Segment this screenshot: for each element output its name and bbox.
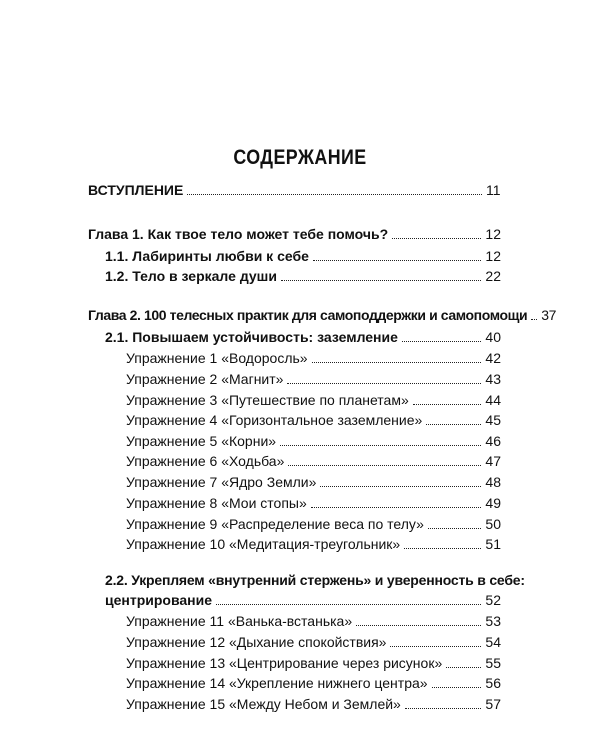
toc-page-number: 47 <box>485 453 501 469</box>
dot-leader <box>313 259 482 261</box>
toc-entry-exercise[interactable] <box>0 367 600 387</box>
toc-label: Упражнение 1 «Водоросль» <box>126 350 308 366</box>
toc-entry-exercise[interactable] <box>0 388 600 408</box>
toc-entry-chapter-2[interactable] <box>0 303 600 323</box>
toc-entry-exercise[interactable] <box>0 429 600 449</box>
toc-page-number: 11 <box>486 182 501 198</box>
toc-page-number: 57 <box>485 696 501 712</box>
dot-leader <box>288 464 481 466</box>
dot-leader <box>311 506 482 508</box>
dot-leader <box>320 485 481 487</box>
toc-entry-section-2-1[interactable] <box>0 325 600 345</box>
dot-leader <box>402 340 482 342</box>
toc-entry-exercise[interactable] <box>0 346 600 366</box>
toc-label: 2.1. Повышаем устойчивость: заземление <box>105 329 398 345</box>
toc-entry-exercise[interactable] <box>0 512 600 532</box>
toc-entry-exercise[interactable] <box>0 532 600 552</box>
toc-entry-exercise[interactable] <box>0 449 600 469</box>
toc-label: Упражнение 6 «Ходьба» <box>126 453 285 469</box>
toc-page-number: 46 <box>485 433 501 449</box>
toc-page-number: 12 <box>485 248 501 264</box>
toc-entry-exercise[interactable] <box>0 692 600 712</box>
toc-label: Глава 1. Как твое тело может тебе помочь? <box>88 226 389 242</box>
dot-leader <box>426 423 481 425</box>
dot-leader <box>312 361 482 363</box>
toc-page-number: 55 <box>485 655 501 671</box>
dot-leader <box>405 707 482 709</box>
dot-leader <box>356 624 481 626</box>
toc-label: 1.2. Тело в зеркале души <box>105 268 277 284</box>
toc-entry-exercise[interactable] <box>0 609 600 629</box>
page-title: СОДЕРЖАНИЕ <box>233 146 367 169</box>
toc-entry-section-1-1[interactable] <box>0 244 600 264</box>
toc-label: Упражнение 8 «Мои стопы» <box>126 495 307 511</box>
toc-label: Упражнение 4 «Горизонтальное заземление» <box>126 412 423 428</box>
toc-page-number: 50 <box>485 516 501 532</box>
dot-leader <box>216 603 481 605</box>
toc-page-number: 12 <box>485 226 501 242</box>
toc-entry-intro[interactable] <box>0 178 600 198</box>
dot-leader <box>428 527 482 529</box>
toc-entry-chapter-1[interactable] <box>0 222 600 242</box>
toc-entry-section-1-2[interactable] <box>0 264 600 284</box>
dot-leader <box>531 318 537 320</box>
toc-page-number: 22 <box>485 268 501 284</box>
toc-entry-section-2-2-line1[interactable]: 2.2. Укрепляем «внутренний стержень» и уверенность в себе: <box>105 572 525 588</box>
toc-entry-section-2-2[interactable] <box>0 588 600 608</box>
toc-label: 1.1. Лабиринты любви к себе <box>105 248 309 264</box>
toc-label: центрирование <box>105 592 213 608</box>
dot-leader <box>404 547 481 549</box>
toc-page-number: 48 <box>485 474 501 490</box>
toc-page-number: 53 <box>485 613 501 629</box>
toc-label: Упражнение 5 «Корни» <box>126 433 277 449</box>
toc-label: Упражнение 10 «Медитация-треугольник» <box>126 536 401 552</box>
toc-label: Упражнение 2 «Магнит» <box>126 371 284 387</box>
toc-entry-exercise[interactable] <box>0 408 600 428</box>
toc-page-number: 44 <box>485 392 501 408</box>
dot-leader <box>392 237 481 239</box>
dot-leader <box>413 403 482 405</box>
toc-page-number: 52 <box>485 592 501 608</box>
toc-entry-exercise[interactable] <box>0 651 600 671</box>
dot-leader <box>187 193 482 195</box>
toc-label: Упражнение 3 «Путешествие по планетам» <box>126 392 409 408</box>
dot-leader <box>390 645 481 647</box>
toc-page-number: 43 <box>485 371 501 387</box>
toc-page-number: 45 <box>485 412 501 428</box>
toc-label: Упражнение 11 «Ванька-встанька» <box>126 613 353 629</box>
toc-label: Глава 2. 100 телесных практик для самоподдержки и самопомощи <box>88 307 528 323</box>
toc-label: Упражнение 13 «Центрирование через рисунок» <box>126 655 443 671</box>
toc-page-number: 51 <box>485 536 501 552</box>
dot-leader <box>446 666 481 668</box>
toc-page-number: 49 <box>485 495 501 511</box>
toc-entry-exercise[interactable] <box>0 630 600 650</box>
toc-page-number: 54 <box>485 634 501 650</box>
toc-entry-exercise[interactable] <box>0 671 600 691</box>
toc-page-number: 40 <box>485 329 501 345</box>
toc-label: Упражнение 9 «Распределение веса по телу» <box>126 516 424 532</box>
toc-entry-exercise[interactable] <box>0 470 600 490</box>
toc-label: Упражнение 7 «Ядро Земли» <box>126 474 317 490</box>
toc-page-number: 37 <box>541 307 557 323</box>
dot-leader <box>281 279 481 281</box>
toc-label: ВСТУПЛЕНИЕ <box>88 182 184 198</box>
toc-entry-exercise[interactable] <box>0 491 600 511</box>
toc-label: Упражнение 14 «Укрепление нижнего центра» <box>126 675 428 691</box>
toc-label: Упражнение 12 «Дыхание спокойствия» <box>126 634 387 650</box>
toc-page-number: 42 <box>485 350 501 366</box>
toc-page-number: 56 <box>485 675 501 691</box>
dot-leader <box>287 382 481 384</box>
dot-leader <box>432 686 482 688</box>
dot-leader <box>280 444 481 446</box>
toc-label: Упражнение 15 «Между Небом и Землей» <box>126 696 401 712</box>
